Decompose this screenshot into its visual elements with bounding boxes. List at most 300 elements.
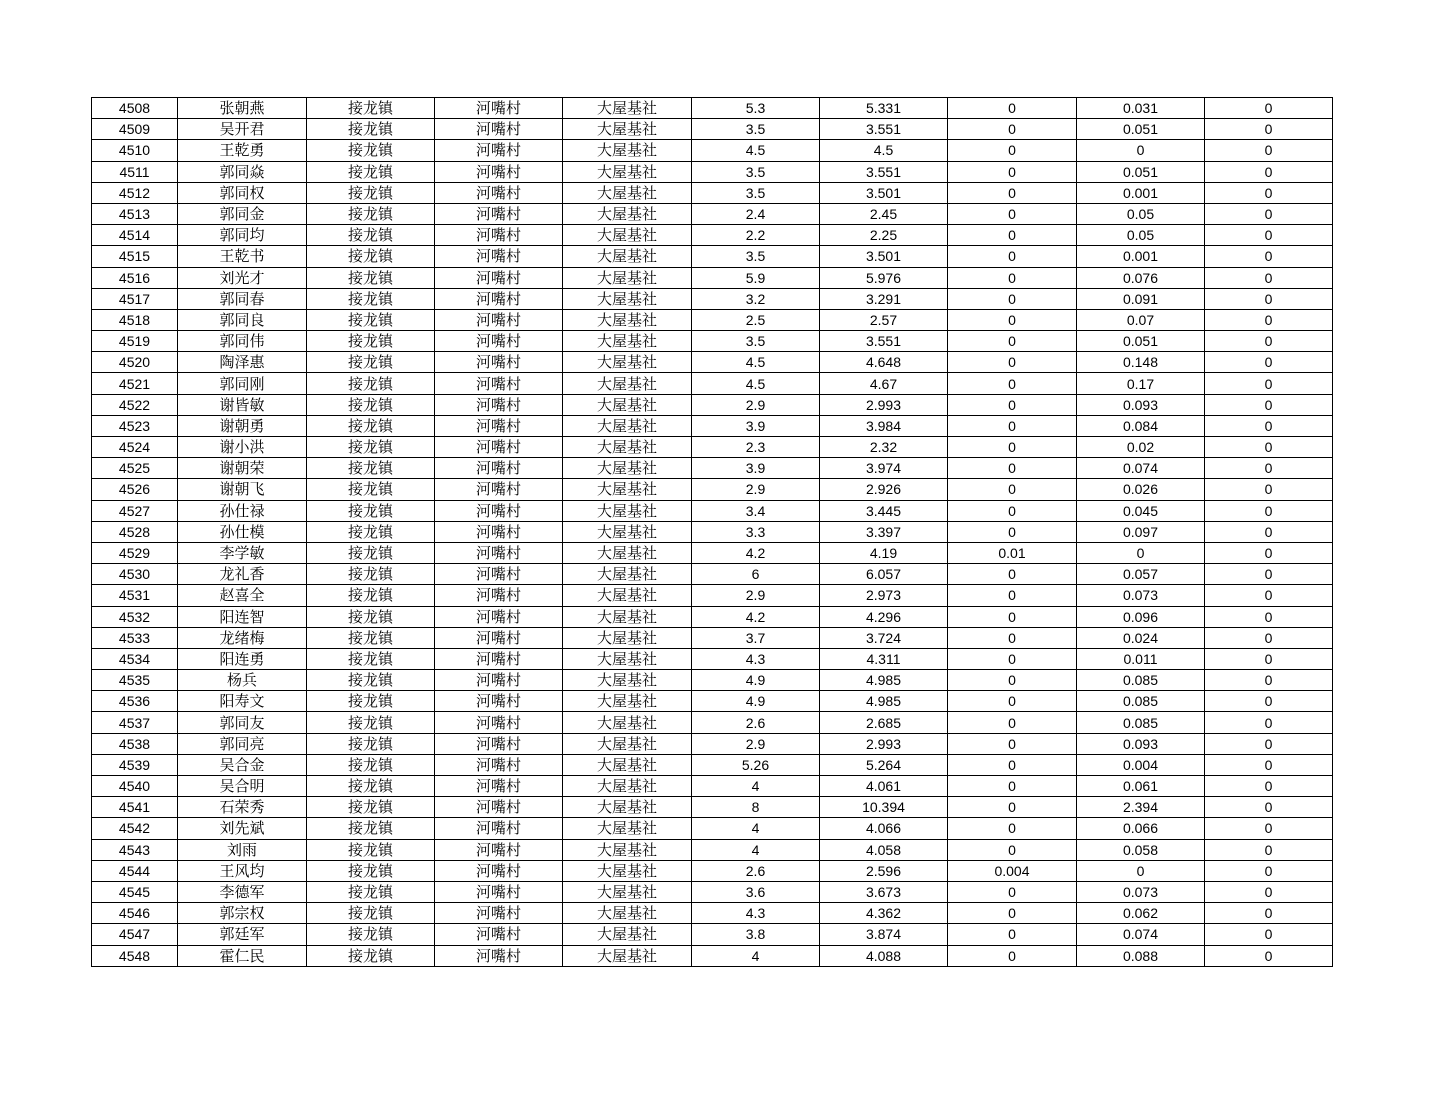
cell-town: 接龙镇 bbox=[307, 733, 435, 754]
table-row bbox=[92, 670, 1333, 691]
cell-id: 4519 bbox=[92, 331, 178, 352]
cell-village: 河嘴村 bbox=[435, 246, 563, 267]
cell-increase: 0.051 bbox=[1077, 331, 1205, 352]
cell-town: 接龙镇 bbox=[307, 415, 435, 436]
cell-id: 4545 bbox=[92, 881, 178, 902]
cell-town: 接龙镇 bbox=[307, 754, 435, 775]
cell-area-original: 3.6 bbox=[692, 881, 820, 902]
cell-id: 4538 bbox=[92, 733, 178, 754]
cell-group: 大屋基社 bbox=[563, 818, 692, 839]
cell-area-original: 4.5 bbox=[692, 140, 820, 161]
cell-area-original: 4.5 bbox=[692, 352, 820, 373]
cell-decrease: 0 bbox=[948, 203, 1077, 224]
table-row bbox=[92, 818, 1333, 839]
cell-area-original: 2.6 bbox=[692, 860, 820, 881]
cell-name: 谢小洪 bbox=[178, 437, 307, 458]
cell-group: 大屋基社 bbox=[563, 670, 692, 691]
table-row bbox=[92, 394, 1333, 415]
cell-decrease: 0 bbox=[948, 881, 1077, 902]
cell-group: 大屋基社 bbox=[563, 860, 692, 881]
cell-other: 0 bbox=[1205, 182, 1333, 203]
cell-group: 大屋基社 bbox=[563, 458, 692, 479]
cell-area-measured: 4.362 bbox=[820, 903, 948, 924]
cell-village: 河嘴村 bbox=[435, 606, 563, 627]
cell-increase: 0.091 bbox=[1077, 288, 1205, 309]
cell-area-measured: 4.311 bbox=[820, 648, 948, 669]
cell-area-original: 3.9 bbox=[692, 415, 820, 436]
table-row bbox=[92, 860, 1333, 881]
cell-id: 4537 bbox=[92, 712, 178, 733]
cell-name: 谢朝飞 bbox=[178, 479, 307, 500]
cell-area-measured: 3.874 bbox=[820, 924, 948, 945]
cell-increase: 2.394 bbox=[1077, 797, 1205, 818]
cell-other: 0 bbox=[1205, 818, 1333, 839]
cell-town: 接龙镇 bbox=[307, 606, 435, 627]
cell-group: 大屋基社 bbox=[563, 542, 692, 563]
cell-village: 河嘴村 bbox=[435, 691, 563, 712]
cell-area-measured: 4.088 bbox=[820, 945, 948, 966]
cell-village: 河嘴村 bbox=[435, 309, 563, 330]
cell-town: 接龙镇 bbox=[307, 225, 435, 246]
table-row bbox=[92, 352, 1333, 373]
cell-id: 4513 bbox=[92, 203, 178, 224]
cell-area-measured: 3.984 bbox=[820, 415, 948, 436]
table-row bbox=[92, 182, 1333, 203]
cell-town: 接龙镇 bbox=[307, 288, 435, 309]
cell-group: 大屋基社 bbox=[563, 691, 692, 712]
cell-name: 郭宗权 bbox=[178, 903, 307, 924]
cell-increase: 0.148 bbox=[1077, 352, 1205, 373]
cell-area-original: 5.3 bbox=[692, 98, 820, 119]
cell-id: 4512 bbox=[92, 182, 178, 203]
cell-other: 0 bbox=[1205, 479, 1333, 500]
cell-area-measured: 4.058 bbox=[820, 839, 948, 860]
cell-decrease: 0 bbox=[948, 288, 1077, 309]
cell-decrease: 0 bbox=[948, 712, 1077, 733]
cell-other: 0 bbox=[1205, 331, 1333, 352]
table-row bbox=[92, 373, 1333, 394]
cell-decrease: 0 bbox=[948, 521, 1077, 542]
cell-area-measured: 2.25 bbox=[820, 225, 948, 246]
cell-area-measured: 3.974 bbox=[820, 458, 948, 479]
cell-group: 大屋基社 bbox=[563, 203, 692, 224]
cell-decrease: 0 bbox=[948, 479, 1077, 500]
cell-id: 4548 bbox=[92, 945, 178, 966]
cell-name: 吴合明 bbox=[178, 776, 307, 797]
cell-area-original: 2.9 bbox=[692, 733, 820, 754]
cell-area-measured: 3.445 bbox=[820, 500, 948, 521]
cell-increase: 0.058 bbox=[1077, 839, 1205, 860]
cell-area-measured: 2.993 bbox=[820, 733, 948, 754]
cell-town: 接龙镇 bbox=[307, 373, 435, 394]
cell-town: 接龙镇 bbox=[307, 521, 435, 542]
cell-name: 吴合金 bbox=[178, 754, 307, 775]
cell-other: 0 bbox=[1205, 225, 1333, 246]
cell-other: 0 bbox=[1205, 98, 1333, 119]
cell-area-measured: 3.291 bbox=[820, 288, 948, 309]
cell-increase: 0.17 bbox=[1077, 373, 1205, 394]
cell-name: 谢朝荣 bbox=[178, 458, 307, 479]
cell-area-original: 4 bbox=[692, 839, 820, 860]
table-row bbox=[92, 839, 1333, 860]
cell-group: 大屋基社 bbox=[563, 606, 692, 627]
cell-name: 郭同良 bbox=[178, 309, 307, 330]
cell-town: 接龙镇 bbox=[307, 352, 435, 373]
cell-increase: 0.057 bbox=[1077, 564, 1205, 585]
cell-town: 接龙镇 bbox=[307, 585, 435, 606]
cell-area-original: 4 bbox=[692, 945, 820, 966]
cell-group: 大屋基社 bbox=[563, 564, 692, 585]
cell-decrease: 0 bbox=[948, 225, 1077, 246]
cell-decrease: 0 bbox=[948, 161, 1077, 182]
cell-decrease: 0 bbox=[948, 119, 1077, 140]
cell-id: 4518 bbox=[92, 309, 178, 330]
cell-town: 接龙镇 bbox=[307, 458, 435, 479]
cell-area-original: 2.6 bbox=[692, 712, 820, 733]
table-row bbox=[92, 881, 1333, 902]
cell-area-measured: 4.296 bbox=[820, 606, 948, 627]
cell-decrease: 0 bbox=[948, 352, 1077, 373]
cell-increase: 0 bbox=[1077, 860, 1205, 881]
cell-increase: 0.004 bbox=[1077, 754, 1205, 775]
cell-id: 4546 bbox=[92, 903, 178, 924]
cell-increase: 0.093 bbox=[1077, 733, 1205, 754]
cell-village: 河嘴村 bbox=[435, 712, 563, 733]
cell-increase: 0.085 bbox=[1077, 712, 1205, 733]
cell-decrease: 0 bbox=[948, 797, 1077, 818]
cell-name: 杨兵 bbox=[178, 670, 307, 691]
cell-village: 河嘴村 bbox=[435, 140, 563, 161]
table-row bbox=[92, 331, 1333, 352]
cell-area-measured: 4.67 bbox=[820, 373, 948, 394]
cell-area-measured: 10.394 bbox=[820, 797, 948, 818]
cell-group: 大屋基社 bbox=[563, 119, 692, 140]
cell-group: 大屋基社 bbox=[563, 924, 692, 945]
cell-area-measured: 2.926 bbox=[820, 479, 948, 500]
cell-village: 河嘴村 bbox=[435, 161, 563, 182]
cell-id: 4540 bbox=[92, 776, 178, 797]
cell-area-original: 4.2 bbox=[692, 542, 820, 563]
cell-village: 河嘴村 bbox=[435, 585, 563, 606]
cell-name: 谢皆敏 bbox=[178, 394, 307, 415]
cell-other: 0 bbox=[1205, 797, 1333, 818]
cell-area-measured: 2.973 bbox=[820, 585, 948, 606]
cell-decrease: 0 bbox=[948, 903, 1077, 924]
cell-decrease: 0 bbox=[948, 437, 1077, 458]
cell-decrease: 0 bbox=[948, 839, 1077, 860]
cell-village: 河嘴村 bbox=[435, 648, 563, 669]
cell-increase: 0.066 bbox=[1077, 818, 1205, 839]
cell-village: 河嘴村 bbox=[435, 225, 563, 246]
table-row bbox=[92, 606, 1333, 627]
cell-area-measured: 3.551 bbox=[820, 119, 948, 140]
cell-name: 郭廷军 bbox=[178, 924, 307, 945]
cell-increase: 0 bbox=[1077, 542, 1205, 563]
cell-area-measured: 2.45 bbox=[820, 203, 948, 224]
cell-village: 河嘴村 bbox=[435, 627, 563, 648]
cell-increase: 0.026 bbox=[1077, 479, 1205, 500]
table-row bbox=[92, 458, 1333, 479]
cell-increase: 0 bbox=[1077, 140, 1205, 161]
cell-town: 接龙镇 bbox=[307, 500, 435, 521]
cell-group: 大屋基社 bbox=[563, 352, 692, 373]
cell-decrease: 0 bbox=[948, 394, 1077, 415]
cell-area-measured: 5.264 bbox=[820, 754, 948, 775]
cell-increase: 0.073 bbox=[1077, 881, 1205, 902]
cell-area-original: 2.3 bbox=[692, 437, 820, 458]
cell-increase: 0.085 bbox=[1077, 691, 1205, 712]
cell-area-original: 4 bbox=[692, 776, 820, 797]
cell-id: 4533 bbox=[92, 627, 178, 648]
cell-id: 4510 bbox=[92, 140, 178, 161]
cell-id: 4511 bbox=[92, 161, 178, 182]
cell-group: 大屋基社 bbox=[563, 945, 692, 966]
cell-id: 4543 bbox=[92, 839, 178, 860]
cell-id: 4528 bbox=[92, 521, 178, 542]
table-row bbox=[92, 691, 1333, 712]
cell-name: 刘先斌 bbox=[178, 818, 307, 839]
cell-id: 4509 bbox=[92, 119, 178, 140]
cell-area-original: 3.2 bbox=[692, 288, 820, 309]
table-row bbox=[92, 267, 1333, 288]
cell-name: 霍仁民 bbox=[178, 945, 307, 966]
cell-id: 4534 bbox=[92, 648, 178, 669]
cell-area-measured: 4.985 bbox=[820, 691, 948, 712]
cell-id: 4529 bbox=[92, 542, 178, 563]
cell-town: 接龙镇 bbox=[307, 119, 435, 140]
cell-name: 刘雨 bbox=[178, 839, 307, 860]
cell-id: 4536 bbox=[92, 691, 178, 712]
table-row bbox=[92, 627, 1333, 648]
table-row bbox=[92, 945, 1333, 966]
cell-group: 大屋基社 bbox=[563, 225, 692, 246]
cell-area-original: 2.9 bbox=[692, 585, 820, 606]
cell-name: 王乾勇 bbox=[178, 140, 307, 161]
cell-area-original: 6 bbox=[692, 564, 820, 585]
cell-id: 4524 bbox=[92, 437, 178, 458]
cell-area-measured: 2.57 bbox=[820, 309, 948, 330]
cell-area-original: 3.5 bbox=[692, 331, 820, 352]
table-row bbox=[92, 754, 1333, 775]
cell-name: 孙仕禄 bbox=[178, 500, 307, 521]
cell-other: 0 bbox=[1205, 542, 1333, 563]
cell-increase: 0.074 bbox=[1077, 458, 1205, 479]
cell-other: 0 bbox=[1205, 754, 1333, 775]
cell-town: 接龙镇 bbox=[307, 903, 435, 924]
cell-id: 4526 bbox=[92, 479, 178, 500]
cell-town: 接龙镇 bbox=[307, 437, 435, 458]
cell-town: 接龙镇 bbox=[307, 860, 435, 881]
cell-decrease: 0.01 bbox=[948, 542, 1077, 563]
cell-village: 河嘴村 bbox=[435, 203, 563, 224]
cell-area-original: 2.2 bbox=[692, 225, 820, 246]
cell-area-original: 2.5 bbox=[692, 309, 820, 330]
cell-decrease: 0 bbox=[948, 733, 1077, 754]
cell-village: 河嘴村 bbox=[435, 458, 563, 479]
cell-village: 河嘴村 bbox=[435, 776, 563, 797]
cell-group: 大屋基社 bbox=[563, 754, 692, 775]
cell-other: 0 bbox=[1205, 627, 1333, 648]
cell-group: 大屋基社 bbox=[563, 246, 692, 267]
cell-name: 石荣秀 bbox=[178, 797, 307, 818]
cell-other: 0 bbox=[1205, 140, 1333, 161]
cell-area-original: 4.9 bbox=[692, 670, 820, 691]
cell-name: 李德军 bbox=[178, 881, 307, 902]
cell-id: 4542 bbox=[92, 818, 178, 839]
cell-increase: 0.024 bbox=[1077, 627, 1205, 648]
cell-village: 河嘴村 bbox=[435, 881, 563, 902]
cell-other: 0 bbox=[1205, 394, 1333, 415]
cell-id: 4547 bbox=[92, 924, 178, 945]
cell-group: 大屋基社 bbox=[563, 712, 692, 733]
cell-village: 河嘴村 bbox=[435, 839, 563, 860]
cell-decrease: 0 bbox=[948, 691, 1077, 712]
cell-name: 郭同均 bbox=[178, 225, 307, 246]
cell-name: 孙仕模 bbox=[178, 521, 307, 542]
cell-village: 河嘴村 bbox=[435, 924, 563, 945]
cell-town: 接龙镇 bbox=[307, 839, 435, 860]
cell-area-measured: 2.685 bbox=[820, 712, 948, 733]
cell-group: 大屋基社 bbox=[563, 479, 692, 500]
cell-group: 大屋基社 bbox=[563, 415, 692, 436]
cell-village: 河嘴村 bbox=[435, 394, 563, 415]
cell-name: 赵喜全 bbox=[178, 585, 307, 606]
cell-group: 大屋基社 bbox=[563, 776, 692, 797]
cell-other: 0 bbox=[1205, 309, 1333, 330]
cell-village: 河嘴村 bbox=[435, 182, 563, 203]
cell-name: 刘光才 bbox=[178, 267, 307, 288]
cell-other: 0 bbox=[1205, 288, 1333, 309]
cell-area-measured: 4.5 bbox=[820, 140, 948, 161]
cell-id: 4521 bbox=[92, 373, 178, 394]
table-row bbox=[92, 437, 1333, 458]
cell-town: 接龙镇 bbox=[307, 542, 435, 563]
cell-area-measured: 4.19 bbox=[820, 542, 948, 563]
table-row bbox=[92, 161, 1333, 182]
table-row bbox=[92, 119, 1333, 140]
cell-name: 龙绪梅 bbox=[178, 627, 307, 648]
cell-increase: 0.076 bbox=[1077, 267, 1205, 288]
cell-decrease: 0 bbox=[948, 606, 1077, 627]
cell-area-original: 3.5 bbox=[692, 246, 820, 267]
cell-village: 河嘴村 bbox=[435, 733, 563, 754]
cell-town: 接龙镇 bbox=[307, 691, 435, 712]
cell-town: 接龙镇 bbox=[307, 203, 435, 224]
cell-other: 0 bbox=[1205, 945, 1333, 966]
cell-other: 0 bbox=[1205, 648, 1333, 669]
cell-village: 河嘴村 bbox=[435, 860, 563, 881]
cell-group: 大屋基社 bbox=[563, 373, 692, 394]
cell-village: 河嘴村 bbox=[435, 352, 563, 373]
cell-group: 大屋基社 bbox=[563, 903, 692, 924]
cell-other: 0 bbox=[1205, 500, 1333, 521]
cell-increase: 0.07 bbox=[1077, 309, 1205, 330]
cell-decrease: 0 bbox=[948, 309, 1077, 330]
cell-decrease: 0 bbox=[948, 182, 1077, 203]
cell-decrease: 0 bbox=[948, 246, 1077, 267]
cell-village: 河嘴村 bbox=[435, 945, 563, 966]
cell-other: 0 bbox=[1205, 839, 1333, 860]
cell-group: 大屋基社 bbox=[563, 733, 692, 754]
cell-id: 4532 bbox=[92, 606, 178, 627]
cell-other: 0 bbox=[1205, 119, 1333, 140]
cell-area-original: 3.4 bbox=[692, 500, 820, 521]
cell-other: 0 bbox=[1205, 712, 1333, 733]
cell-other: 0 bbox=[1205, 860, 1333, 881]
cell-town: 接龙镇 bbox=[307, 161, 435, 182]
cell-increase: 0.011 bbox=[1077, 648, 1205, 669]
cell-town: 接龙镇 bbox=[307, 797, 435, 818]
cell-decrease: 0 bbox=[948, 140, 1077, 161]
cell-area-measured: 2.993 bbox=[820, 394, 948, 415]
cell-group: 大屋基社 bbox=[563, 437, 692, 458]
cell-id: 4516 bbox=[92, 267, 178, 288]
cell-decrease: 0 bbox=[948, 564, 1077, 585]
cell-other: 0 bbox=[1205, 670, 1333, 691]
cell-area-original: 5.26 bbox=[692, 754, 820, 775]
cell-id: 4531 bbox=[92, 585, 178, 606]
cell-other: 0 bbox=[1205, 458, 1333, 479]
table-row bbox=[92, 479, 1333, 500]
cell-name: 阳连勇 bbox=[178, 648, 307, 669]
cell-name: 王风均 bbox=[178, 860, 307, 881]
table-row bbox=[92, 648, 1333, 669]
cell-group: 大屋基社 bbox=[563, 140, 692, 161]
table-row bbox=[92, 288, 1333, 309]
cell-name: 郭同春 bbox=[178, 288, 307, 309]
cell-group: 大屋基社 bbox=[563, 500, 692, 521]
cell-area-original: 3.5 bbox=[692, 161, 820, 182]
cell-group: 大屋基社 bbox=[563, 288, 692, 309]
cell-town: 接龙镇 bbox=[307, 712, 435, 733]
table-row bbox=[92, 542, 1333, 563]
cell-decrease: 0 bbox=[948, 627, 1077, 648]
cell-increase: 0.045 bbox=[1077, 500, 1205, 521]
cell-village: 河嘴村 bbox=[435, 98, 563, 119]
table-row bbox=[92, 98, 1333, 119]
cell-id: 4514 bbox=[92, 225, 178, 246]
cell-area-original: 4.9 bbox=[692, 691, 820, 712]
cell-town: 接龙镇 bbox=[307, 309, 435, 330]
cell-area-original: 4 bbox=[692, 818, 820, 839]
cell-town: 接龙镇 bbox=[307, 98, 435, 119]
cell-area-measured: 2.596 bbox=[820, 860, 948, 881]
cell-other: 0 bbox=[1205, 267, 1333, 288]
cell-town: 接龙镇 bbox=[307, 670, 435, 691]
cell-area-original: 4.3 bbox=[692, 648, 820, 669]
cell-increase: 0.085 bbox=[1077, 670, 1205, 691]
cell-town: 接龙镇 bbox=[307, 648, 435, 669]
cell-decrease: 0 bbox=[948, 670, 1077, 691]
table-row bbox=[92, 225, 1333, 246]
cell-village: 河嘴村 bbox=[435, 267, 563, 288]
cell-decrease: 0 bbox=[948, 458, 1077, 479]
table-row bbox=[92, 521, 1333, 542]
cell-decrease: 0 bbox=[948, 924, 1077, 945]
cell-area-original: 3.9 bbox=[692, 458, 820, 479]
cell-other: 0 bbox=[1205, 881, 1333, 902]
cell-decrease: 0 bbox=[948, 776, 1077, 797]
cell-village: 河嘴村 bbox=[435, 119, 563, 140]
cell-increase: 0.05 bbox=[1077, 225, 1205, 246]
cell-village: 河嘴村 bbox=[435, 373, 563, 394]
cell-town: 接龙镇 bbox=[307, 881, 435, 902]
data-table bbox=[91, 97, 1333, 967]
cell-increase: 0.05 bbox=[1077, 203, 1205, 224]
cell-town: 接龙镇 bbox=[307, 627, 435, 648]
cell-area-original: 2.9 bbox=[692, 394, 820, 415]
table-row bbox=[92, 500, 1333, 521]
